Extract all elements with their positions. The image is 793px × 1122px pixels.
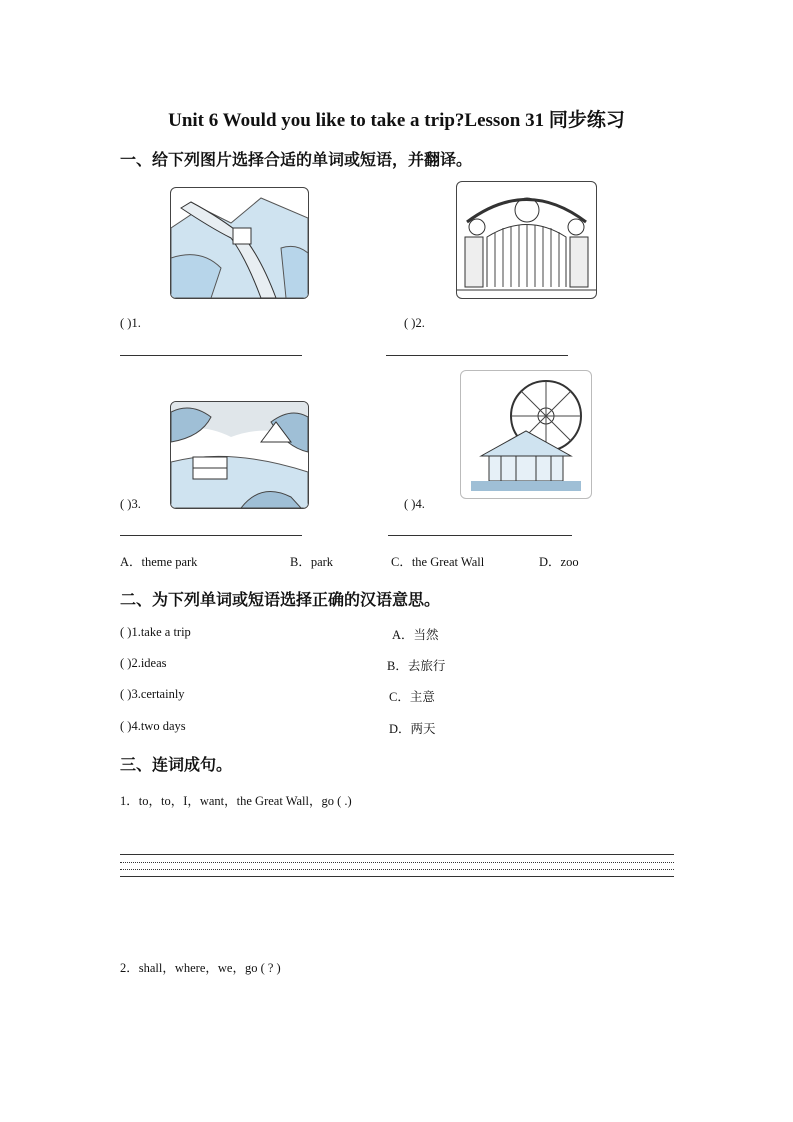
match-choice-c: C．主意 [389, 690, 435, 704]
theme-park-picture [460, 370, 592, 499]
answer-line-4[interactable] [388, 535, 572, 536]
picture-1-answer-label: ( )1. [120, 316, 141, 330]
great-wall-picture [170, 187, 309, 299]
match-choice-b: B．去旅行 [387, 659, 446, 673]
option-c: C．the Great Wall [391, 555, 485, 569]
sentence-question-1: 1．to，to，I，want，the Great Wall，go ( .) [120, 794, 352, 808]
answer-line-3[interactable] [120, 535, 302, 536]
writing-line [120, 876, 674, 877]
match-item-1: ( )1.take a trip [120, 625, 191, 639]
section2-heading: 二、为下列单词或短语选择正确的汉语意思。 [120, 590, 441, 609]
match-choice-d: D．两天 [389, 722, 436, 736]
writing-line [120, 854, 674, 855]
writing-line [120, 862, 674, 863]
writing-line [120, 869, 674, 870]
match-item-3: ( )3.certainly [120, 687, 185, 701]
page-title: Unit 6 Would you like to take a trip?Lesson 31 同步练习 [168, 110, 625, 131]
match-item-4: ( )4.two days [120, 719, 186, 733]
option-b: B．park [290, 555, 334, 569]
match-choice-a: A．当然 [392, 628, 439, 642]
option-a: A．theme park [120, 555, 198, 569]
match-item-2: ( )2.ideas [120, 656, 167, 670]
section1-heading: 一、给下列图片选择合适的单词或短语，并翻译。 [120, 150, 473, 169]
picture-3-answer-label: ( )3. [120, 497, 141, 511]
answer-line-1[interactable] [120, 355, 302, 356]
section3-heading: 三、连词成句。 [120, 755, 233, 774]
picture-2-answer-label: ( )2. [404, 316, 425, 330]
answer-line-2[interactable] [386, 355, 568, 356]
picture-4-answer-label: ( )4. [404, 497, 425, 511]
sentence-question-2: 2．shall，where，we，go ( ? ) [120, 961, 281, 975]
option-d: D．zoo [539, 555, 579, 569]
park-picture [170, 401, 309, 509]
zoo-gate-picture [456, 181, 597, 299]
